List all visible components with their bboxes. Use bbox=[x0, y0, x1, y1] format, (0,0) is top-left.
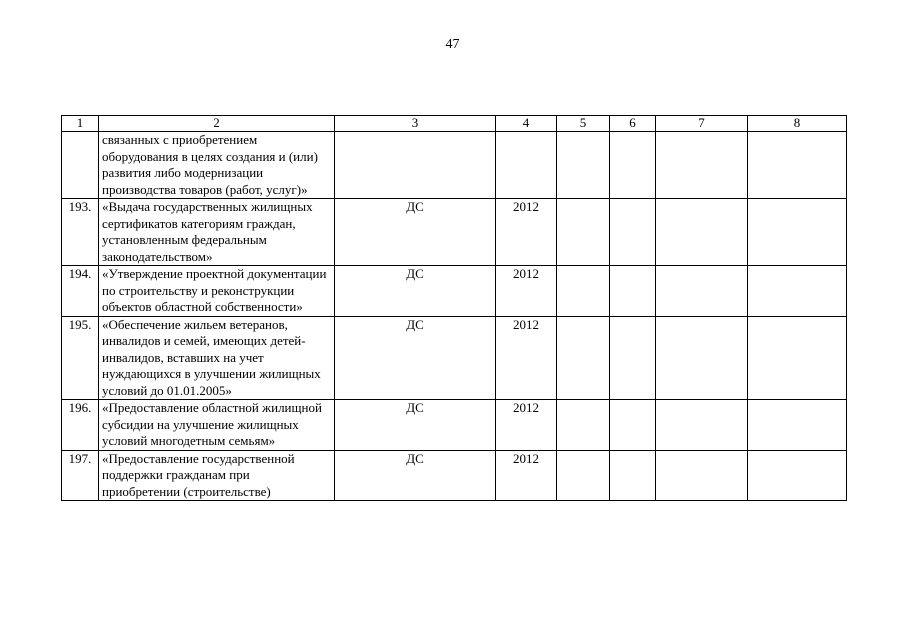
service-name: «Предоставление государственной поддержки гражданам при приобретении (строительстве) bbox=[99, 450, 335, 501]
row-number bbox=[62, 132, 99, 199]
column-header: 4 bbox=[496, 116, 557, 132]
empty-cell bbox=[610, 400, 656, 451]
responsible-body: ДС bbox=[335, 316, 496, 400]
service-name: «Обеспечение жильем ветеранов, инвалидов и семей, имеющих детей-инвалидов, вставших на учет нуждающихся в улучшении жилищных условий до 01.01.2005» bbox=[99, 316, 335, 400]
responsible-body: ДС bbox=[335, 450, 496, 501]
table-header-row bbox=[62, 116, 847, 132]
year: 2012 bbox=[496, 316, 557, 400]
responsible-body: ДС bbox=[335, 400, 496, 451]
empty-cell bbox=[748, 199, 847, 266]
year: 2012 bbox=[496, 400, 557, 451]
row-number: 197. bbox=[62, 450, 99, 501]
row-number: 193. bbox=[62, 199, 99, 266]
column-header: 2 bbox=[99, 116, 335, 132]
empty-cell bbox=[557, 450, 610, 501]
column-header: 3 bbox=[335, 116, 496, 132]
empty-cell bbox=[656, 316, 748, 400]
table-row bbox=[62, 450, 847, 501]
row-number: 195. bbox=[62, 316, 99, 400]
empty-cell bbox=[748, 400, 847, 451]
service-name: «Утверждение проектной документации по строительству и реконструкции объектов областной собственности» bbox=[99, 266, 335, 317]
column-header: 7 bbox=[656, 116, 748, 132]
service-name: связанных с приобретением оборудования в целях создания и (или) развития либо модернизации производства товаров (работ, услуг)» bbox=[99, 132, 335, 199]
empty-cell bbox=[656, 400, 748, 451]
empty-cell bbox=[557, 199, 610, 266]
year: 2012 bbox=[496, 199, 557, 266]
empty-cell bbox=[610, 132, 656, 199]
service-name: «Выдача государственных жилищных сертификатов категориям граждан, установленным федеральным законодательством» bbox=[99, 199, 335, 266]
empty-cell bbox=[610, 199, 656, 266]
empty-cell bbox=[610, 450, 656, 501]
table-row bbox=[62, 316, 847, 400]
empty-cell bbox=[748, 132, 847, 199]
table-row bbox=[62, 266, 847, 317]
empty-cell bbox=[610, 316, 656, 400]
year bbox=[496, 132, 557, 199]
empty-cell bbox=[656, 450, 748, 501]
empty-cell bbox=[557, 132, 610, 199]
responsible-body bbox=[335, 132, 496, 199]
empty-cell bbox=[656, 132, 748, 199]
table-row bbox=[62, 132, 847, 199]
empty-cell bbox=[656, 266, 748, 317]
empty-cell bbox=[557, 316, 610, 400]
column-header: 8 bbox=[748, 116, 847, 132]
column-header: 6 bbox=[610, 116, 656, 132]
table-row bbox=[62, 400, 847, 451]
empty-cell bbox=[656, 199, 748, 266]
year: 2012 bbox=[496, 266, 557, 317]
column-header: 1 bbox=[62, 116, 99, 132]
responsible-body: ДС bbox=[335, 266, 496, 317]
service-name: «Предоставление областной жилищной субсидии на улучшение жилищных условий многодетным семьям» bbox=[99, 400, 335, 451]
row-number: 194. bbox=[62, 266, 99, 317]
responsible-body: ДС bbox=[335, 199, 496, 266]
empty-cell bbox=[748, 316, 847, 400]
column-header: 5 bbox=[557, 116, 610, 132]
table-row bbox=[62, 199, 847, 266]
empty-cell bbox=[557, 266, 610, 317]
empty-cell bbox=[610, 266, 656, 317]
services-table bbox=[61, 115, 847, 501]
empty-cell bbox=[748, 266, 847, 317]
empty-cell bbox=[557, 400, 610, 451]
year: 2012 bbox=[496, 450, 557, 501]
row-number: 196. bbox=[62, 400, 99, 451]
page-number: 47 bbox=[445, 37, 460, 52]
empty-cell bbox=[748, 450, 847, 501]
